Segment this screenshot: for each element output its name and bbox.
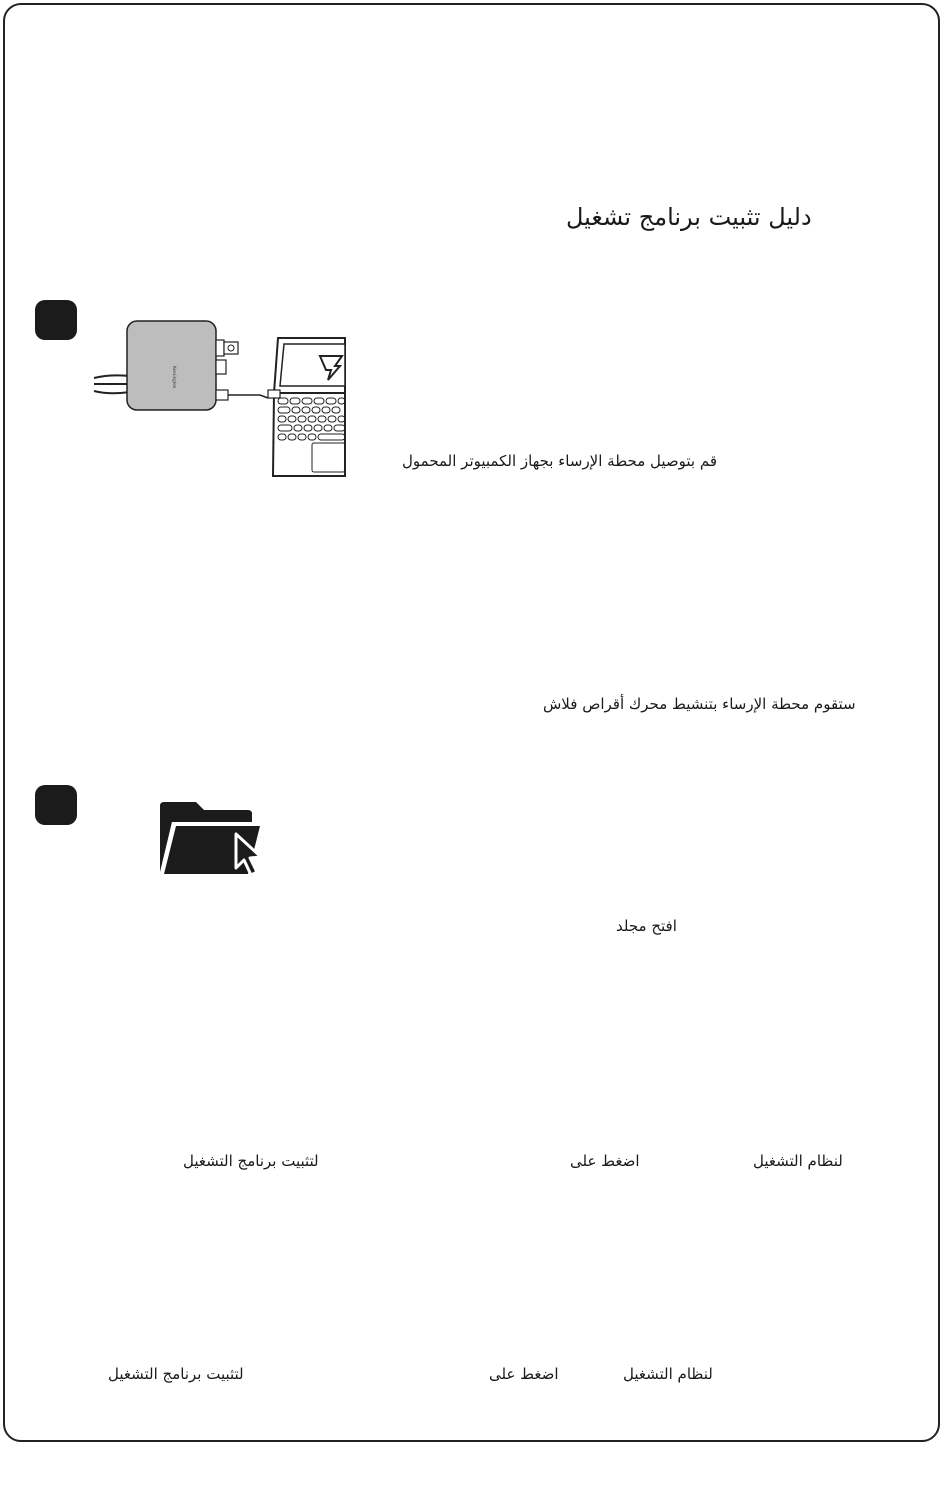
folder-cursor-icon	[156, 800, 268, 880]
step-1-text: قم بتوصيل محطة الإرساء بجهاز الكمبيوتر المحمول	[402, 452, 717, 470]
step-1-badge	[35, 300, 77, 340]
page-title: دليل تثبيت برنامج تشغيل	[566, 203, 812, 231]
step-3-text: افتح مجلد	[616, 917, 677, 935]
dock-brand-text: Kensington	[172, 366, 177, 389]
install-row-1-press-label: اضغط على	[570, 1152, 640, 1170]
step-3-badge	[35, 785, 77, 825]
install-row-1-install-label: لتثبيت برنامج التشغيل	[183, 1152, 319, 1170]
install-row-2-press-label: اضغط على	[489, 1365, 559, 1383]
install-row-2-install-label: لتثبيت برنامج التشغيل	[108, 1365, 244, 1383]
install-row-2-os-label: لنظام التشغيل	[623, 1365, 713, 1383]
step-2-text: ستقوم محطة الإرساء بتنشيط محرك أقراص فلاش	[543, 695, 856, 713]
install-row-1-os-label: لنظام التشغيل	[753, 1152, 843, 1170]
docking-station-laptop-icon	[90, 318, 345, 480]
